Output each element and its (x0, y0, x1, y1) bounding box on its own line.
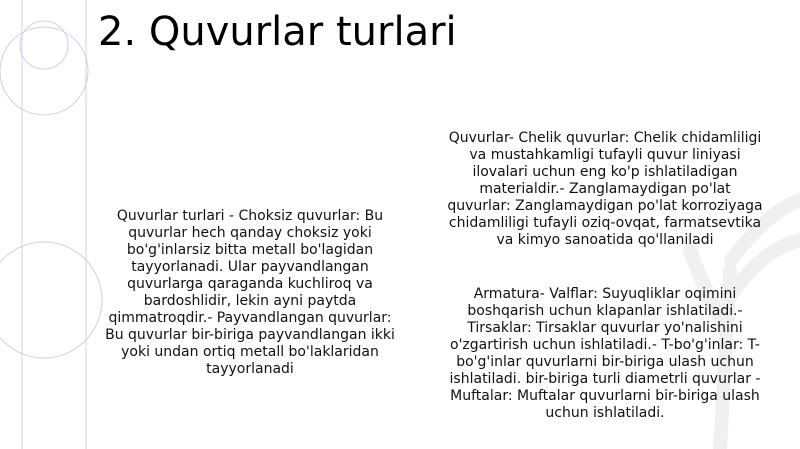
left-text-block: Quvurlar turlari - Choksiz quvurlar: Bu quvurlar hech qanday choksiz yoki bo'g'inlarsiz bitta metall bo'lagidan tayyorlanadi. Ular payvandlangan quvurlarga qaraganda kuchliroq va bardoshlidir, lekin ayni paytda qimmatroqdir.- Payvandlangan quvurlar: Bu quvurlar bir-biriga payvandlangan ikki yoki undan ortiq metall bo'laklaridan tayyorlanadi (105, 208, 395, 377)
circle-ornament (0, 21, 102, 358)
slide-title: 2. Quvurlar turlari (98, 9, 457, 55)
right-bottom-text-block: Armatura- Valflar: Suyuqliklar oqimini boshqarish uchun klapanlar ishlatiladi.- Tirsaklar: Tirsaklar quvurlar yo'nalishini o'zgartirish uchun ishlatiladi.- T-bo'g'inlar: T-bo'g'inlar quvurlarni bir-biriga ulash uchun ishlatiladi. bir-biriga turli diametrli quvurlar - Muftalar: Muftalar quvurlarni bir-biriga ulash uchun ishlatiladi. (449, 286, 761, 421)
right-top-text-block: Quvurlar- Chelik quvurlar: Chelik chidamliligi va mustahkamligi tufayli quvur liniyasi ilovalari uchun eng ko'p ishlatiladigan materialdir.- Zanglamaydigan po'lat quvurlar: Zanglamaydigan po'lat korroziyaga chidamliligi tufayli oziq-ovqat, farmatsevtika va kimyo sanoatida qo'llaniladi (447, 130, 763, 248)
